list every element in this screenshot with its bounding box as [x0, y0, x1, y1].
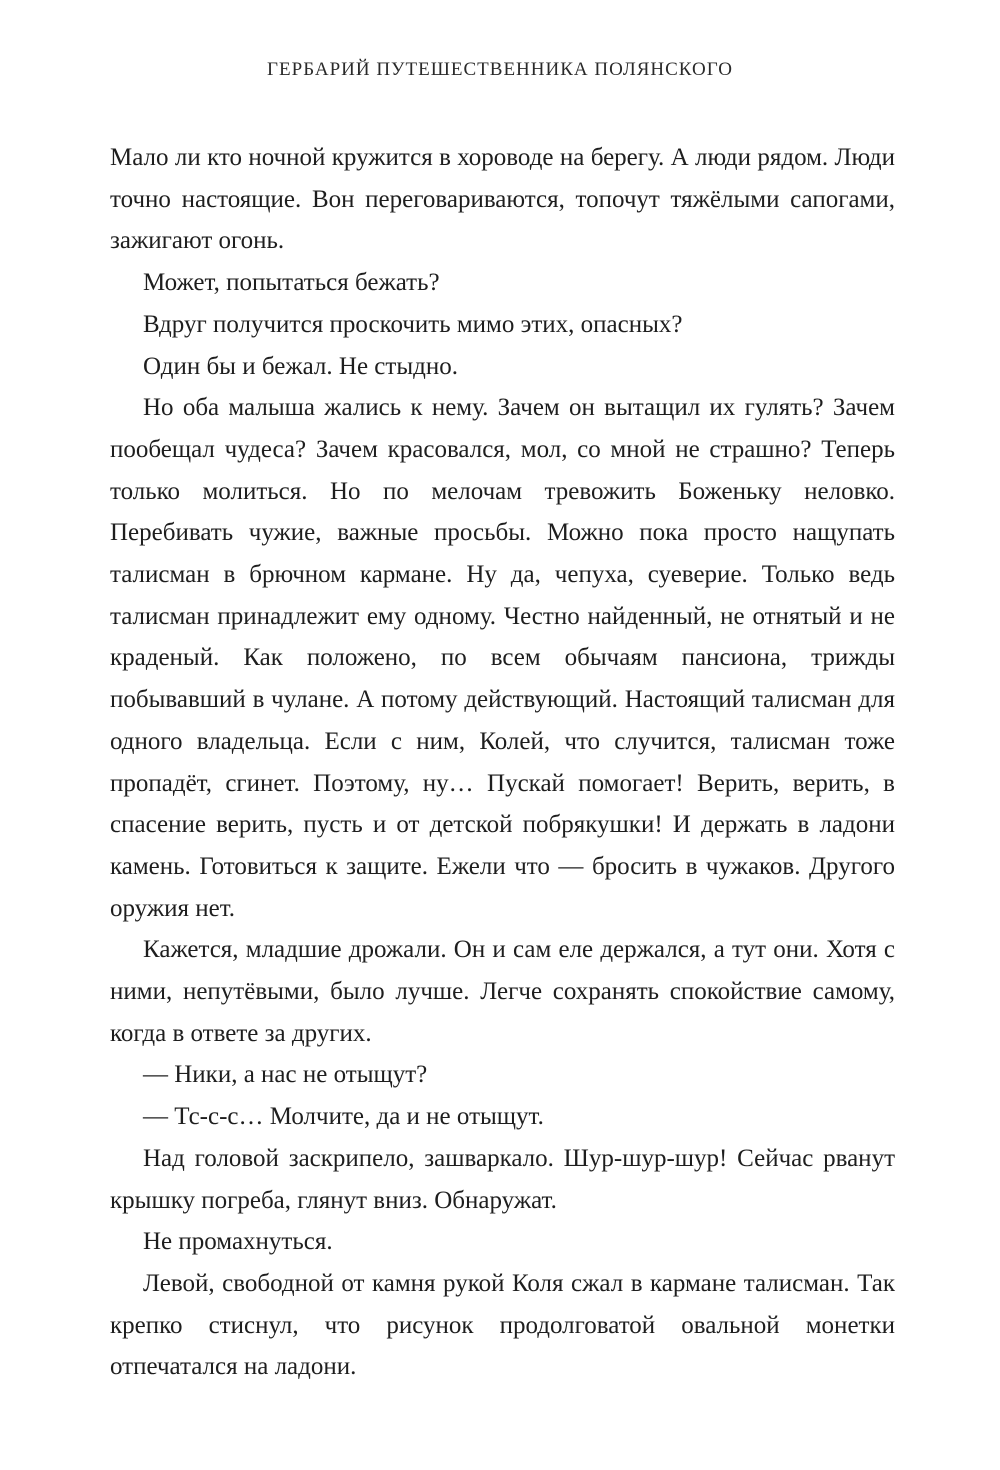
paragraph: Не промахнуться. [143, 1228, 333, 1256]
dialogue-line: — Тс-с-с… Молчите, да и не отыщут. [143, 1103, 544, 1131]
paragraph: Над головой заскрипело, зашваркало. Шур-шур-шур! Сейчас рванут крышку погреба, глянут вниз. Обнаружат. [110, 1144, 895, 1214]
paragraph: Мало ли кто ночной кружится в хороводе на берегу. А люди рядом. Люди точно настоящие. Вон переговариваются, топочут тяжёлыми сапогами, зажигают огонь. [110, 144, 895, 255]
paragraph: Но оба малыша жались к нему. Зачем он вытащил их гулять? Зачем пообещал чудеса? Зачем красовался, мол, со мной не страшно? Теперь только молиться. Но по мелочам тревожить Боженьку неловко. Перебивать чужие, важные просьбы. Можно пока просто нащупать талисман в брючном кармане. Ну да, чепуха, суеверие. Только ведь талисман принадлежит ему одному. Честно найденный, не отнятый и не краденый. Как положено, по всем обычаям пансиона, трижды побывавший в чулане. А потому действующий. Настоящий талисман для одного владельца. Если с ним, Колей, что случится, талисман тоже пропадёт, сгинет. Поэтому, ну… Пускай помогает! Верить, верить, в спасение верить, пусть и от детской побрякушки! И держать в ладони камень. Готовиться к защите. Ежели что — бросить в чужаков. Другого оружия нет. [110, 394, 895, 922]
paragraph: Может, попытаться бежать? [143, 269, 440, 297]
dialogue-line: — Ники, а нас не отыщут? [143, 1061, 428, 1089]
running-head: ГЕРБАРИЙ ПУТЕШЕСТВЕННИКА ПОЛЯНСКОГО [267, 59, 733, 80]
body-text [110, 137, 895, 1388]
paragraph: Левой, свободной от камня рукой Коля сжал в кармане талисман. Так крепко стиснул, что рисунок продолговатой овальной монетки отпечатался на ладони. [110, 1269, 895, 1381]
paragraph: Кажется, младшие дрожали. Он и сам еле держался, а тут они. Хотя с ними, непутёвыми, было лучше. Легче сохранять спокойствие самому, когда в ответе за других. [110, 936, 895, 1047]
paragraph: Вдруг получится проскочить мимо этих, опасных? [143, 310, 683, 338]
paragraph: Один бы и бежал. Не стыдно. [143, 352, 458, 380]
